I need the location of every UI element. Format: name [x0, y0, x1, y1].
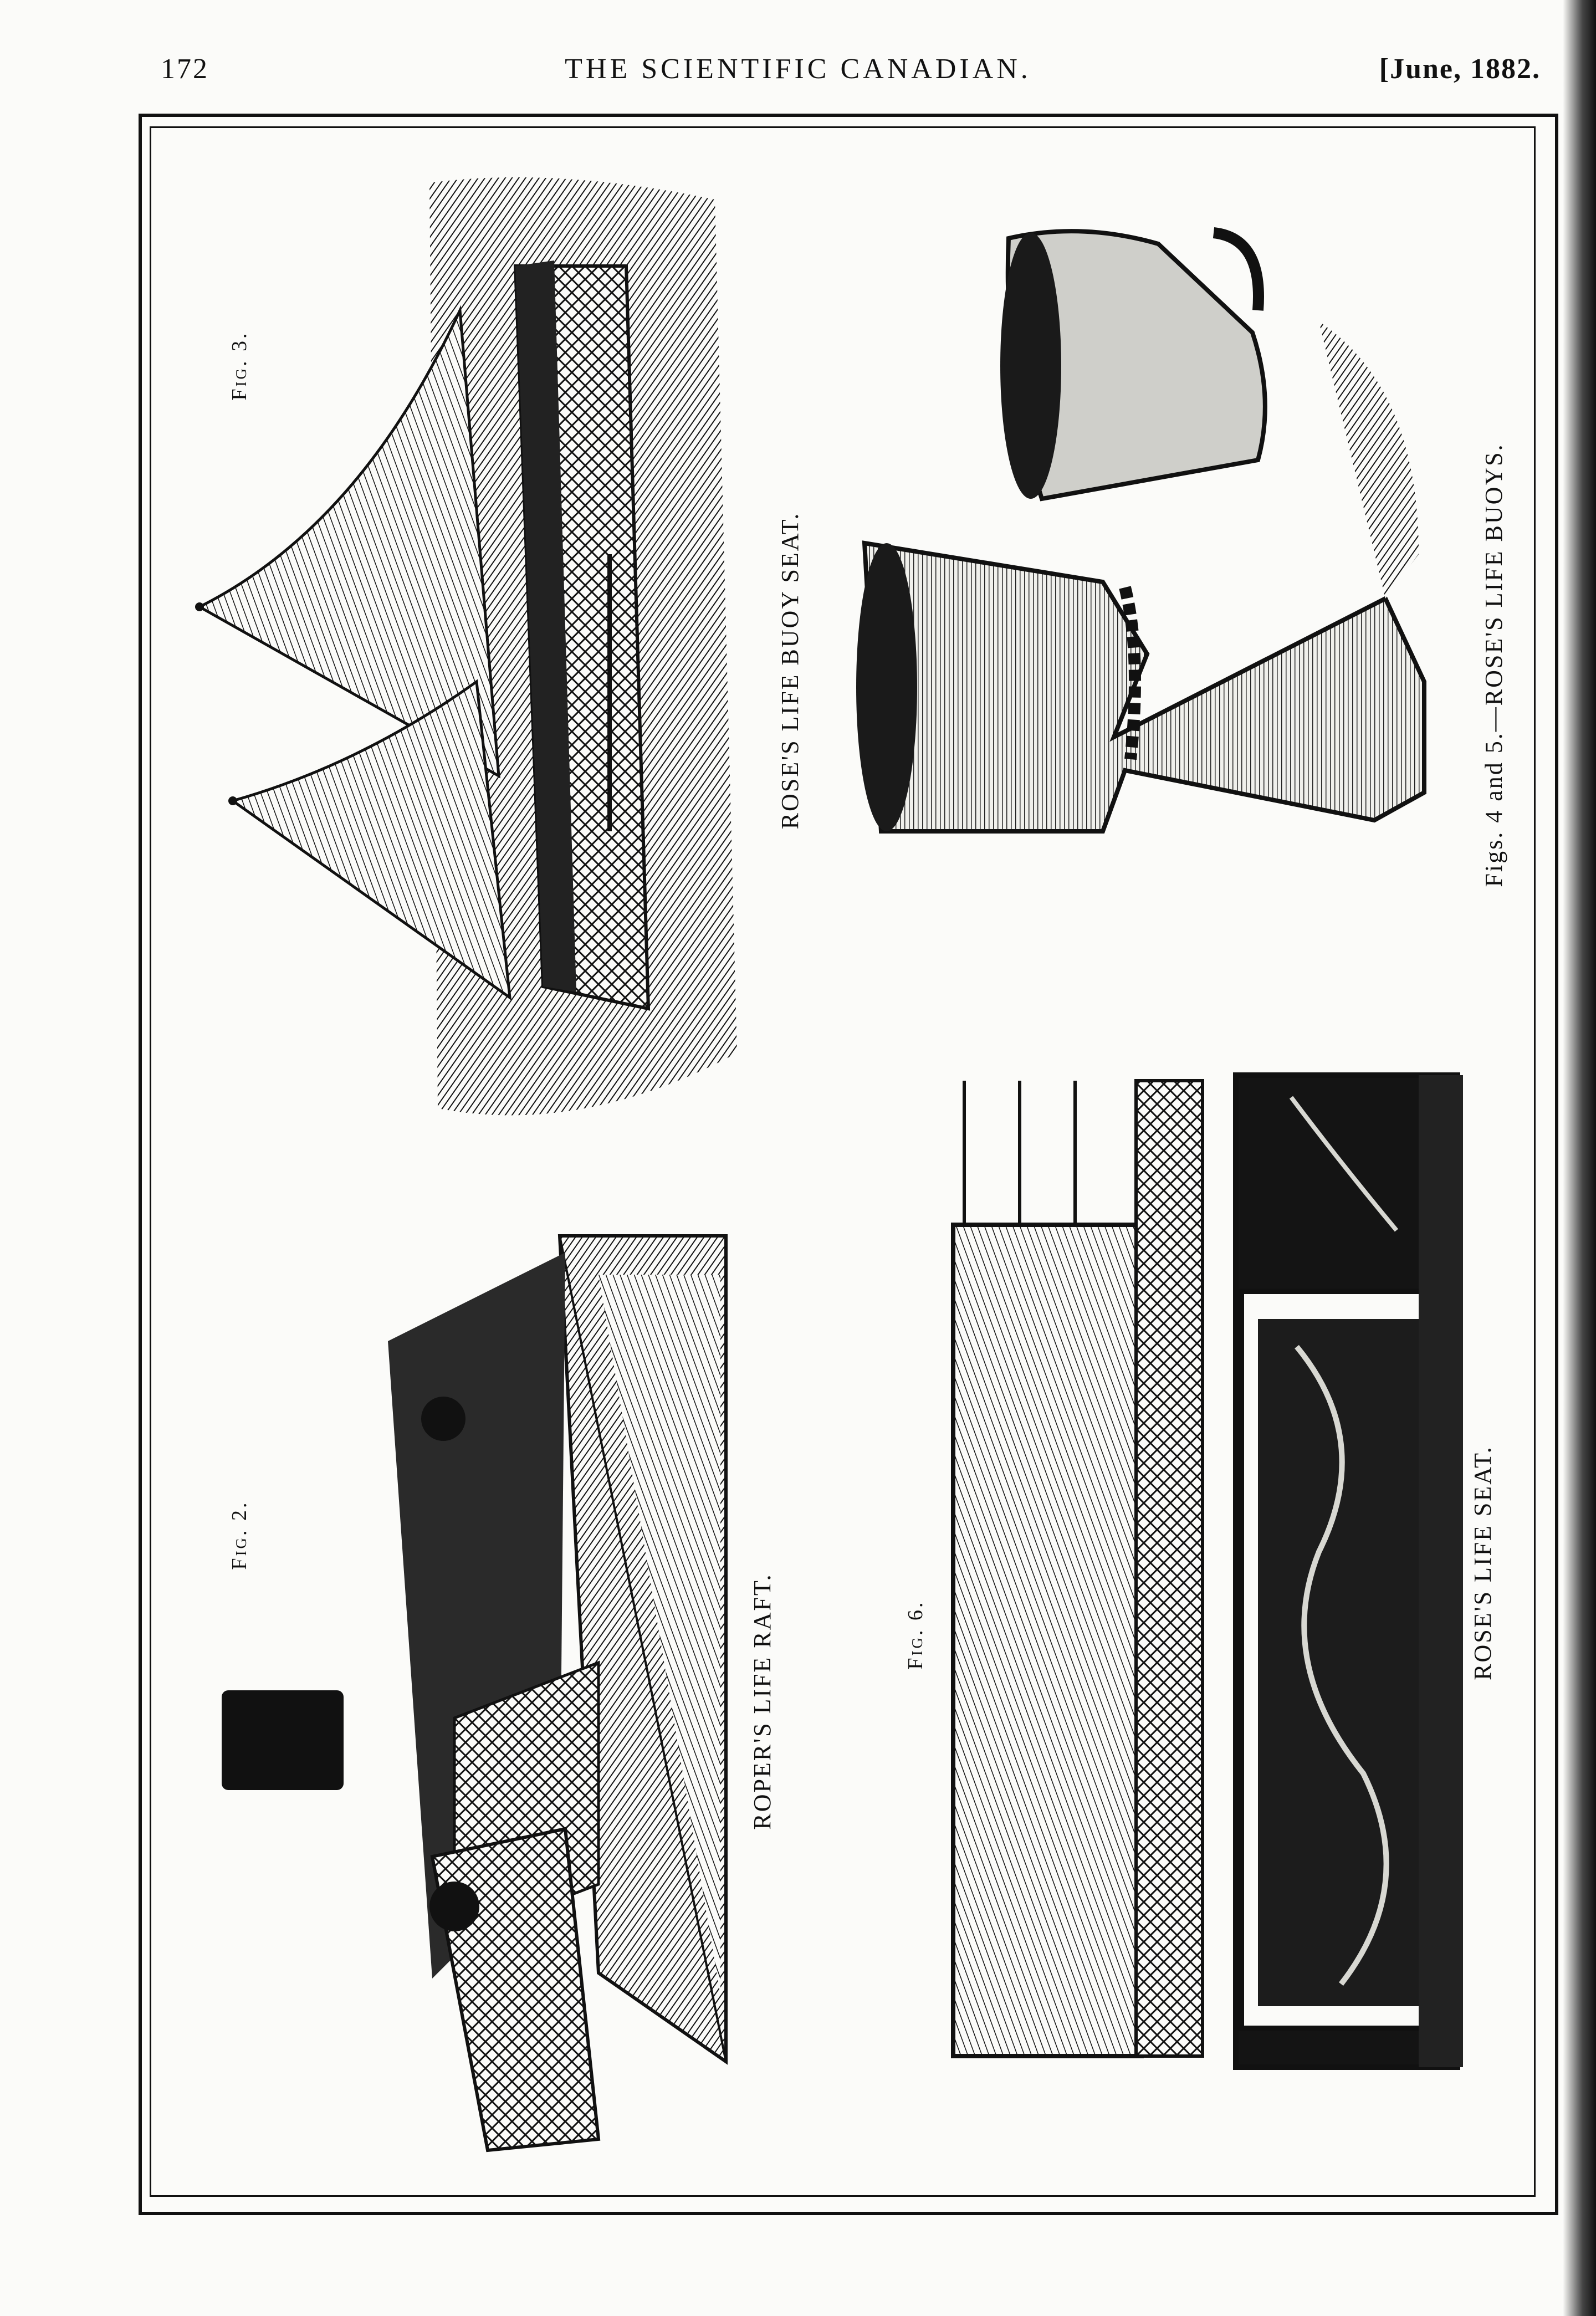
- issue-date: [June, 1882.: [1379, 53, 1541, 85]
- journal-title: THE SCIENTIFIC CANADIAN.: [565, 53, 1031, 85]
- fig2-caption: ROPER'S LIFE RAFT.: [749, 1573, 776, 1830]
- fig45-caption: Figs. 4 and 5.—ROSE'S LIFE BUOYS.: [1480, 443, 1507, 887]
- page-number: 172: [161, 53, 209, 85]
- fig3-boat-illustration: [195, 177, 737, 1116]
- fig6-label: Fig. 6.: [904, 1600, 927, 1670]
- fig2-label: Fig. 2.: [228, 1500, 251, 1570]
- raft-smokestack: [222, 1690, 344, 1790]
- fig6-caption: ROSE'S LIFE SEAT.: [1469, 1445, 1496, 1680]
- fig4-bucket-buoy-illustration: [1000, 231, 1265, 499]
- fig3-caption: ROSE'S LIFE BUOY SEAT.: [776, 512, 804, 830]
- fig3-label: Fig. 3.: [228, 331, 251, 401]
- fig2-raft-illustration: [222, 1236, 726, 2150]
- fig6-seat-illustration: [953, 1075, 1463, 2067]
